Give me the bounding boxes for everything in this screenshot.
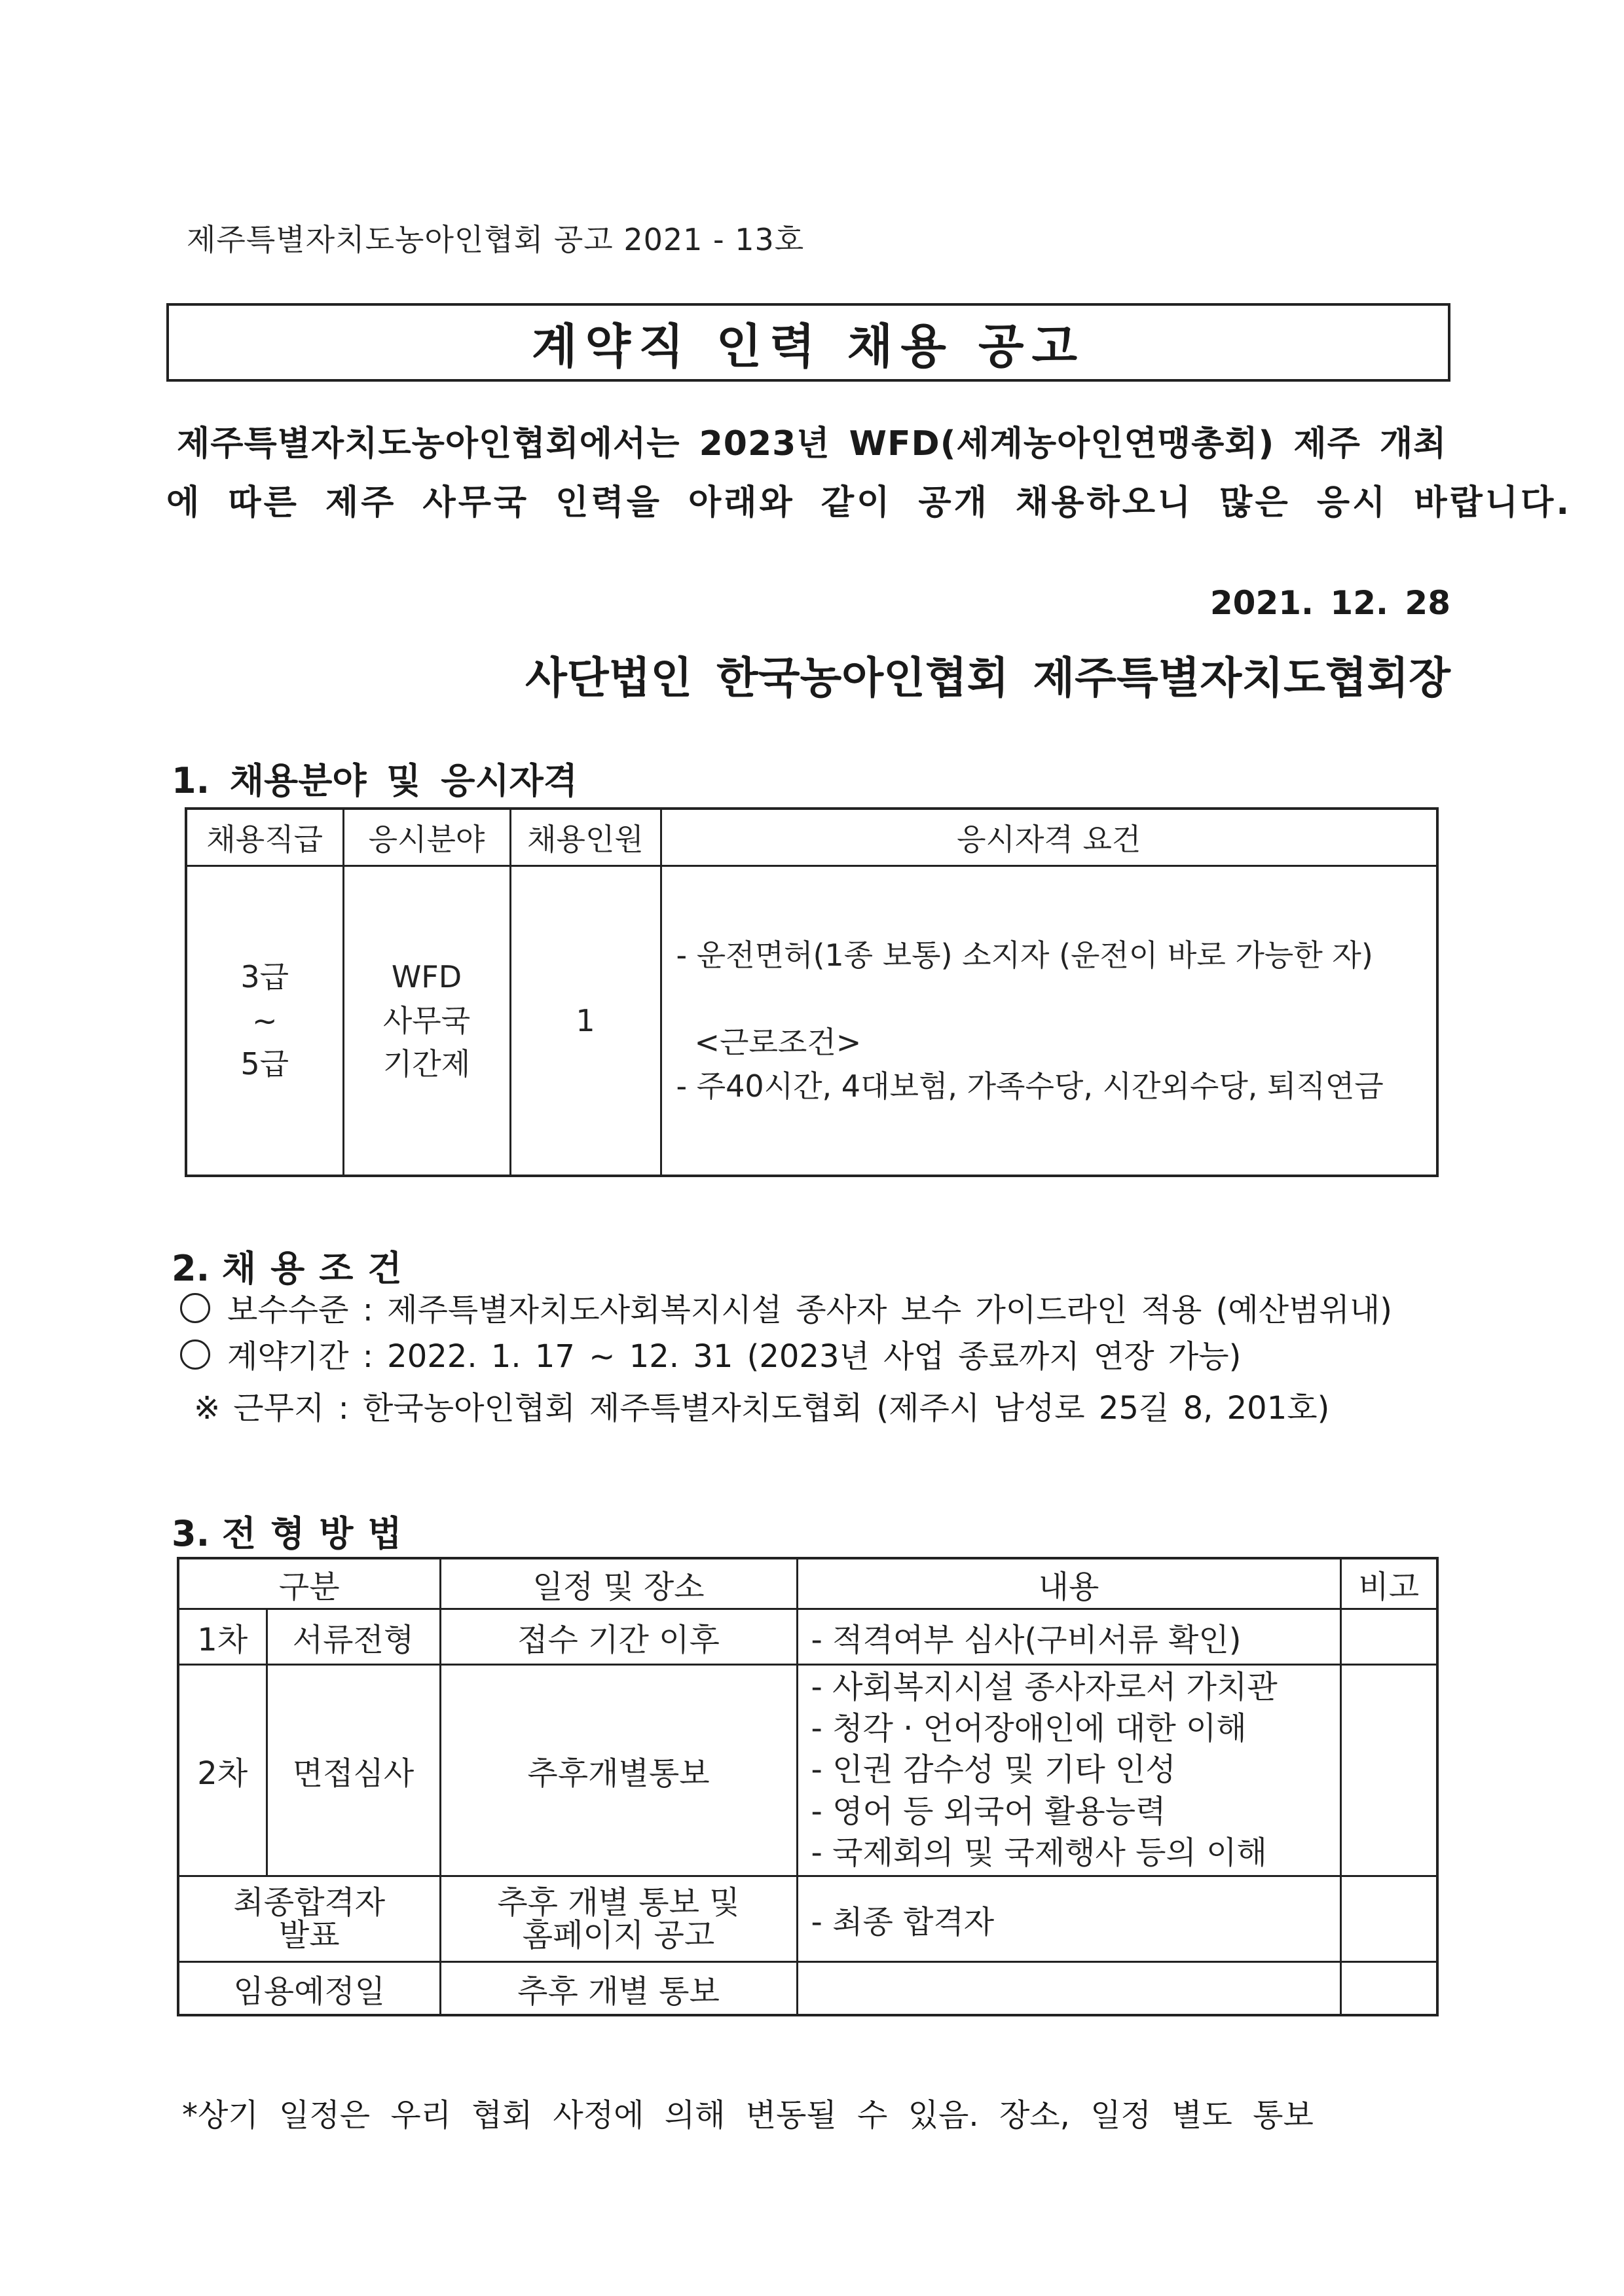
- content-cell: [797, 1665, 1340, 1876]
- workplace-condition: [194, 1383, 1329, 1428]
- schedule-cell: 추후개별통보: [440, 1665, 797, 1876]
- grade-line: 3급: [240, 958, 289, 994]
- table-row: [178, 1962, 1437, 2016]
- field-line: 기간제: [382, 1046, 471, 1082]
- reference-mark-icon: ※: [194, 1390, 221, 1427]
- schedule-cell: [440, 1876, 797, 1962]
- table-row: [178, 1876, 1437, 1962]
- column-header: 응시분야: [343, 809, 510, 866]
- table-row: [178, 1665, 1437, 1876]
- grade-line: ~: [251, 1002, 278, 1038]
- label-line: 발표: [278, 1917, 340, 1954]
- table-header-row: [186, 809, 1437, 866]
- content-line: - 청각 · 언어장애인에 대한 이해: [811, 1709, 1247, 1747]
- note-cell: [1340, 1962, 1437, 2016]
- section-label: 채용조건: [221, 1248, 416, 1289]
- field-line: WFD: [391, 958, 462, 994]
- label-cell: 임용예정일: [178, 1962, 440, 2016]
- page-title: 계약직 인력 채용 공고: [531, 319, 1086, 374]
- section-3-title: [172, 1506, 416, 1556]
- column-header: 응시자격 요건: [661, 809, 1437, 866]
- period-text: 계약기간 : 2022. 1. 17 ~ 12. 31 (2023년 사업 종료까지 연장 가능): [227, 1338, 1242, 1375]
- type-cell: 면접심사: [267, 1665, 440, 1876]
- requirement-line: - 운전면허(1종 보통) 소지자 (운전이 바로 가능한 자): [676, 937, 1373, 973]
- note-cell: [1340, 1665, 1437, 1876]
- recruitment-table: [185, 807, 1439, 1177]
- grade-cell: [186, 866, 343, 1176]
- workplace-text: 근무지 : 한국농아인협회 제주특별자치도협회 (제주시 남성로 25길 8, 201호): [233, 1390, 1330, 1427]
- column-header: 비고: [1340, 1558, 1437, 1609]
- column-header: 채용인원: [510, 809, 661, 866]
- selection-table: [177, 1557, 1439, 2016]
- content-cell: - 최종 합격자: [797, 1876, 1340, 1962]
- requirement-line: <근로조건>: [694, 1025, 862, 1060]
- schedule-line: 추후 개별 통보 및: [497, 1884, 740, 1921]
- content-cell: - 적격여부 심사(구비서류 확인): [797, 1609, 1340, 1665]
- content-line: - 영어 등 외국어 활용능력: [811, 1793, 1166, 1830]
- intro-line-1: 제주특별자치도농아인협회에서는 2023년 WFD(세계농아인연맹총회) 제주 개최: [177, 424, 1447, 464]
- stage-cell: 2차: [178, 1665, 267, 1876]
- footnote: *상기 일정은 우리 협회 사정에 의해 변동될 수 있음. 장소, 일정 별도 통보: [182, 2097, 1314, 2134]
- type-cell: 서류전형: [267, 1609, 440, 1665]
- intro-line-2: 에 따른 제주 사무국 인력을 아래와 같이 공개 채용하오니 많은 응시 바랍니다.: [166, 483, 1572, 522]
- label-line: 최종합격자: [233, 1884, 386, 1921]
- schedule-cell: 접수 기간 이후: [440, 1609, 797, 1665]
- salary-text: 보수수준 : 제주특별자치도사회복지시설 종사자 보수 가이드라인 적용 (예산범위내): [227, 1292, 1392, 1328]
- requirements-cell: [661, 866, 1437, 1176]
- circle-bullet-icon: [180, 1339, 210, 1370]
- circle-bullet-icon: [180, 1293, 210, 1323]
- note-cell: [1340, 1876, 1437, 1962]
- table-header-row: [178, 1558, 1437, 1609]
- content-line: - 국제회의 및 국제행사 등의 이해: [811, 1834, 1267, 1872]
- grade-line: 5급: [240, 1046, 289, 1082]
- period-condition: [180, 1331, 1241, 1376]
- salary-condition: [180, 1285, 1392, 1330]
- column-header: 내용: [797, 1558, 1340, 1609]
- column-header: 채용직급: [186, 809, 343, 866]
- content-line: - 사회복지시설 종사자로서 가치관: [811, 1668, 1278, 1705]
- requirement-line: [676, 977, 1437, 1021]
- label-cell: [178, 1876, 440, 1962]
- title-box: [166, 303, 1450, 382]
- column-header: 일정 및 장소: [440, 1558, 797, 1609]
- schedule-cell: 추후 개별 통보: [440, 1962, 797, 2016]
- schedule-line: 홈페이지 공고: [522, 1917, 715, 1954]
- section-number: 2.: [172, 1248, 210, 1289]
- requirement-line: - 주40시간, 4대보험, 가족수당, 시간외수당, 퇴직연금: [676, 1068, 1384, 1104]
- section-number: 3.: [172, 1513, 210, 1554]
- notice-number: 제주특별자치도농아인협회 공고 2021 - 13호: [187, 222, 805, 257]
- content-line: - 인권 감수성 및 기타 인성: [811, 1751, 1176, 1789]
- stage-cell: 1차: [178, 1609, 267, 1665]
- table-row: [186, 866, 1437, 1176]
- table-row: [178, 1609, 1437, 1665]
- content-cell: [797, 1962, 1340, 2016]
- column-header: 구분: [178, 1558, 440, 1609]
- section-2-title: [172, 1241, 416, 1291]
- field-line: 사무국: [382, 1002, 471, 1038]
- count-cell: 1: [510, 866, 661, 1176]
- notice-date: 2021. 12. 28: [1209, 584, 1450, 622]
- organization-name: 사단법인 한국농아인협회 제주특별자치도협회장: [525, 653, 1450, 703]
- section-1-title: 1. 채용분야 및 응시자격: [172, 760, 578, 801]
- section-label: 전형방법: [221, 1513, 416, 1554]
- field-cell: [343, 866, 510, 1176]
- note-cell: [1340, 1609, 1437, 1665]
